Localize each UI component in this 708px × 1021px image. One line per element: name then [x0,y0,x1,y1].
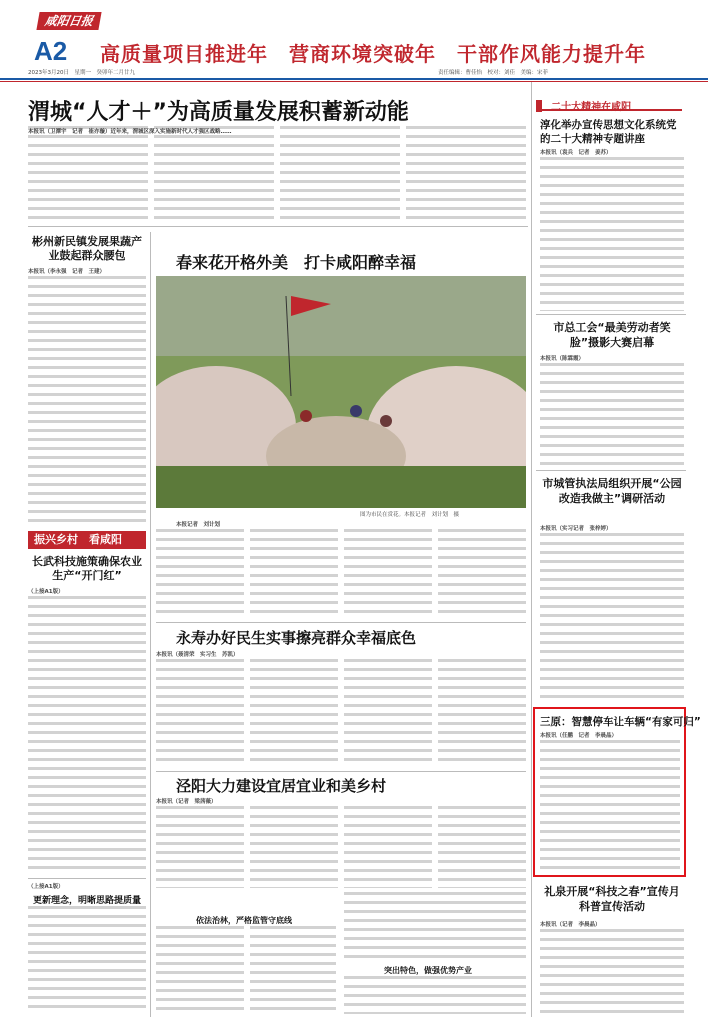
left-story3-label: （上接A1版） [28,884,64,890]
main-story-byline: 本报讯（卫潭宇 记者 崔亦璇）近年来，渭城区深入实施新时代人才强区战略…… [28,129,232,135]
right-story5-body [540,929,684,1015]
section-marker [536,100,542,112]
masthead [0,0,708,80]
right-story1-body [540,157,684,311]
column-divider [150,232,151,1017]
center-story2-byline: 本报讯（记者 梁茜薇） [156,799,217,805]
photo-illustration [156,276,526,508]
divider [28,226,528,227]
right-story2-headline: 市总工会“最美劳动者笑脸”摄影大赛启幕 [553,321,671,349]
right-story3-body [540,533,684,701]
right-section-header [536,95,682,111]
main-story-body [28,126,528,222]
right-story1-headline: 淳化举办宣传思想文化系统党的二十大精神专题讲座 [540,119,677,145]
right-story3-byline: 本报讯（实习记者 张梓婷） [540,526,612,532]
sub2-body [344,976,526,1014]
masthead-rule-red [0,81,708,82]
left-story2-byline: （上接A1版） [28,589,64,595]
section-band [28,531,146,549]
right-story4-byline: 本报讯（任鹏 记者 李晨晶） [540,733,618,739]
left-story2-headline: 长武科技施策确保农业生产“开门红” [32,555,142,582]
divider [156,771,526,772]
page-number: A2 [34,36,68,66]
main-headline: 渭城“人才＋”为高质量发展积蓄新动能 [28,100,409,125]
center-story-byline: 本报讯（聂清荣 实习生 苏凯） [156,652,239,658]
center-story-body [156,659,526,767]
editor-credits: 责任编辑：曹佳怡 校对：刘佳 美编：宋菲 [438,70,549,76]
left-story3-headline: 更新理念，明晰思路提质量 [32,896,141,906]
blossom-photo [156,276,526,508]
sub1-headline: 依法治林，严格监管守底线 [196,916,292,925]
photo-story-body [156,529,526,619]
dateline: 2023年3月20日 星期一 癸卯年二月廿九 [28,70,135,76]
masthead-rule [0,78,708,80]
sub1-body [156,926,336,1014]
right-story4-body [540,740,680,872]
photo-caption: 图为市民在赏花。本报记者 刘计划 摄 [360,512,460,518]
divider [536,314,686,315]
right-story5-byline: 本报讯（记者 李晨晶） [540,922,601,928]
right-story2-byline: 本报讯（陈霖霞） [540,356,585,362]
left-story1-headline: 彬州新民镇发展果蔬产业鼓起群众腰包 [32,235,142,262]
left-story2-body [28,596,146,872]
photo-headline: 春来花开格外美 打卡咸阳醉幸福 [176,253,417,272]
photo-byline: 本报记者 刘计划 [176,522,221,528]
right-story1-byline: 本报讯（袁兵 记者 姜苏） [540,150,612,156]
column-divider [531,82,532,1017]
right-story5-headline: 礼泉开展“科技之春”宣传月科普宣传活动 [544,885,680,913]
center-story2-headline: 泾阳大力建设宜居宜业和美乡村 [176,777,387,795]
section-band-label: 振兴乡村 看咸阳 [34,533,122,546]
right-story3-headline: 市城管执法局组织开展“公园改造我做主”调研活动 [542,477,682,505]
divider [28,878,146,879]
sub2-headline: 突出特色，做强优势产业 [384,966,472,975]
left-story1-byline: 本报讯（李永强 记者 王建） [28,269,106,275]
left-story3-body [28,906,146,1014]
center-story2-body [156,806,526,888]
right-story4-headline: 三原：智慧停车让车辆“有家可归” [540,716,701,728]
masthead-slogan: 高质量项目推进年 营商环境突破年 干部作风能力提升年 [100,42,646,66]
sub2-body-top [344,892,526,962]
newspaper-logo: 咸阳日报 [36,12,101,30]
center-story-headline: 永寿办好民生实事擦亮群众幸福底色 [176,629,417,647]
left-story1-body [28,276,146,524]
divider [536,470,686,471]
divider [156,622,526,623]
right-section-label: 二十大精神在咸阳 [551,102,632,113]
right-story2-body [540,363,684,465]
